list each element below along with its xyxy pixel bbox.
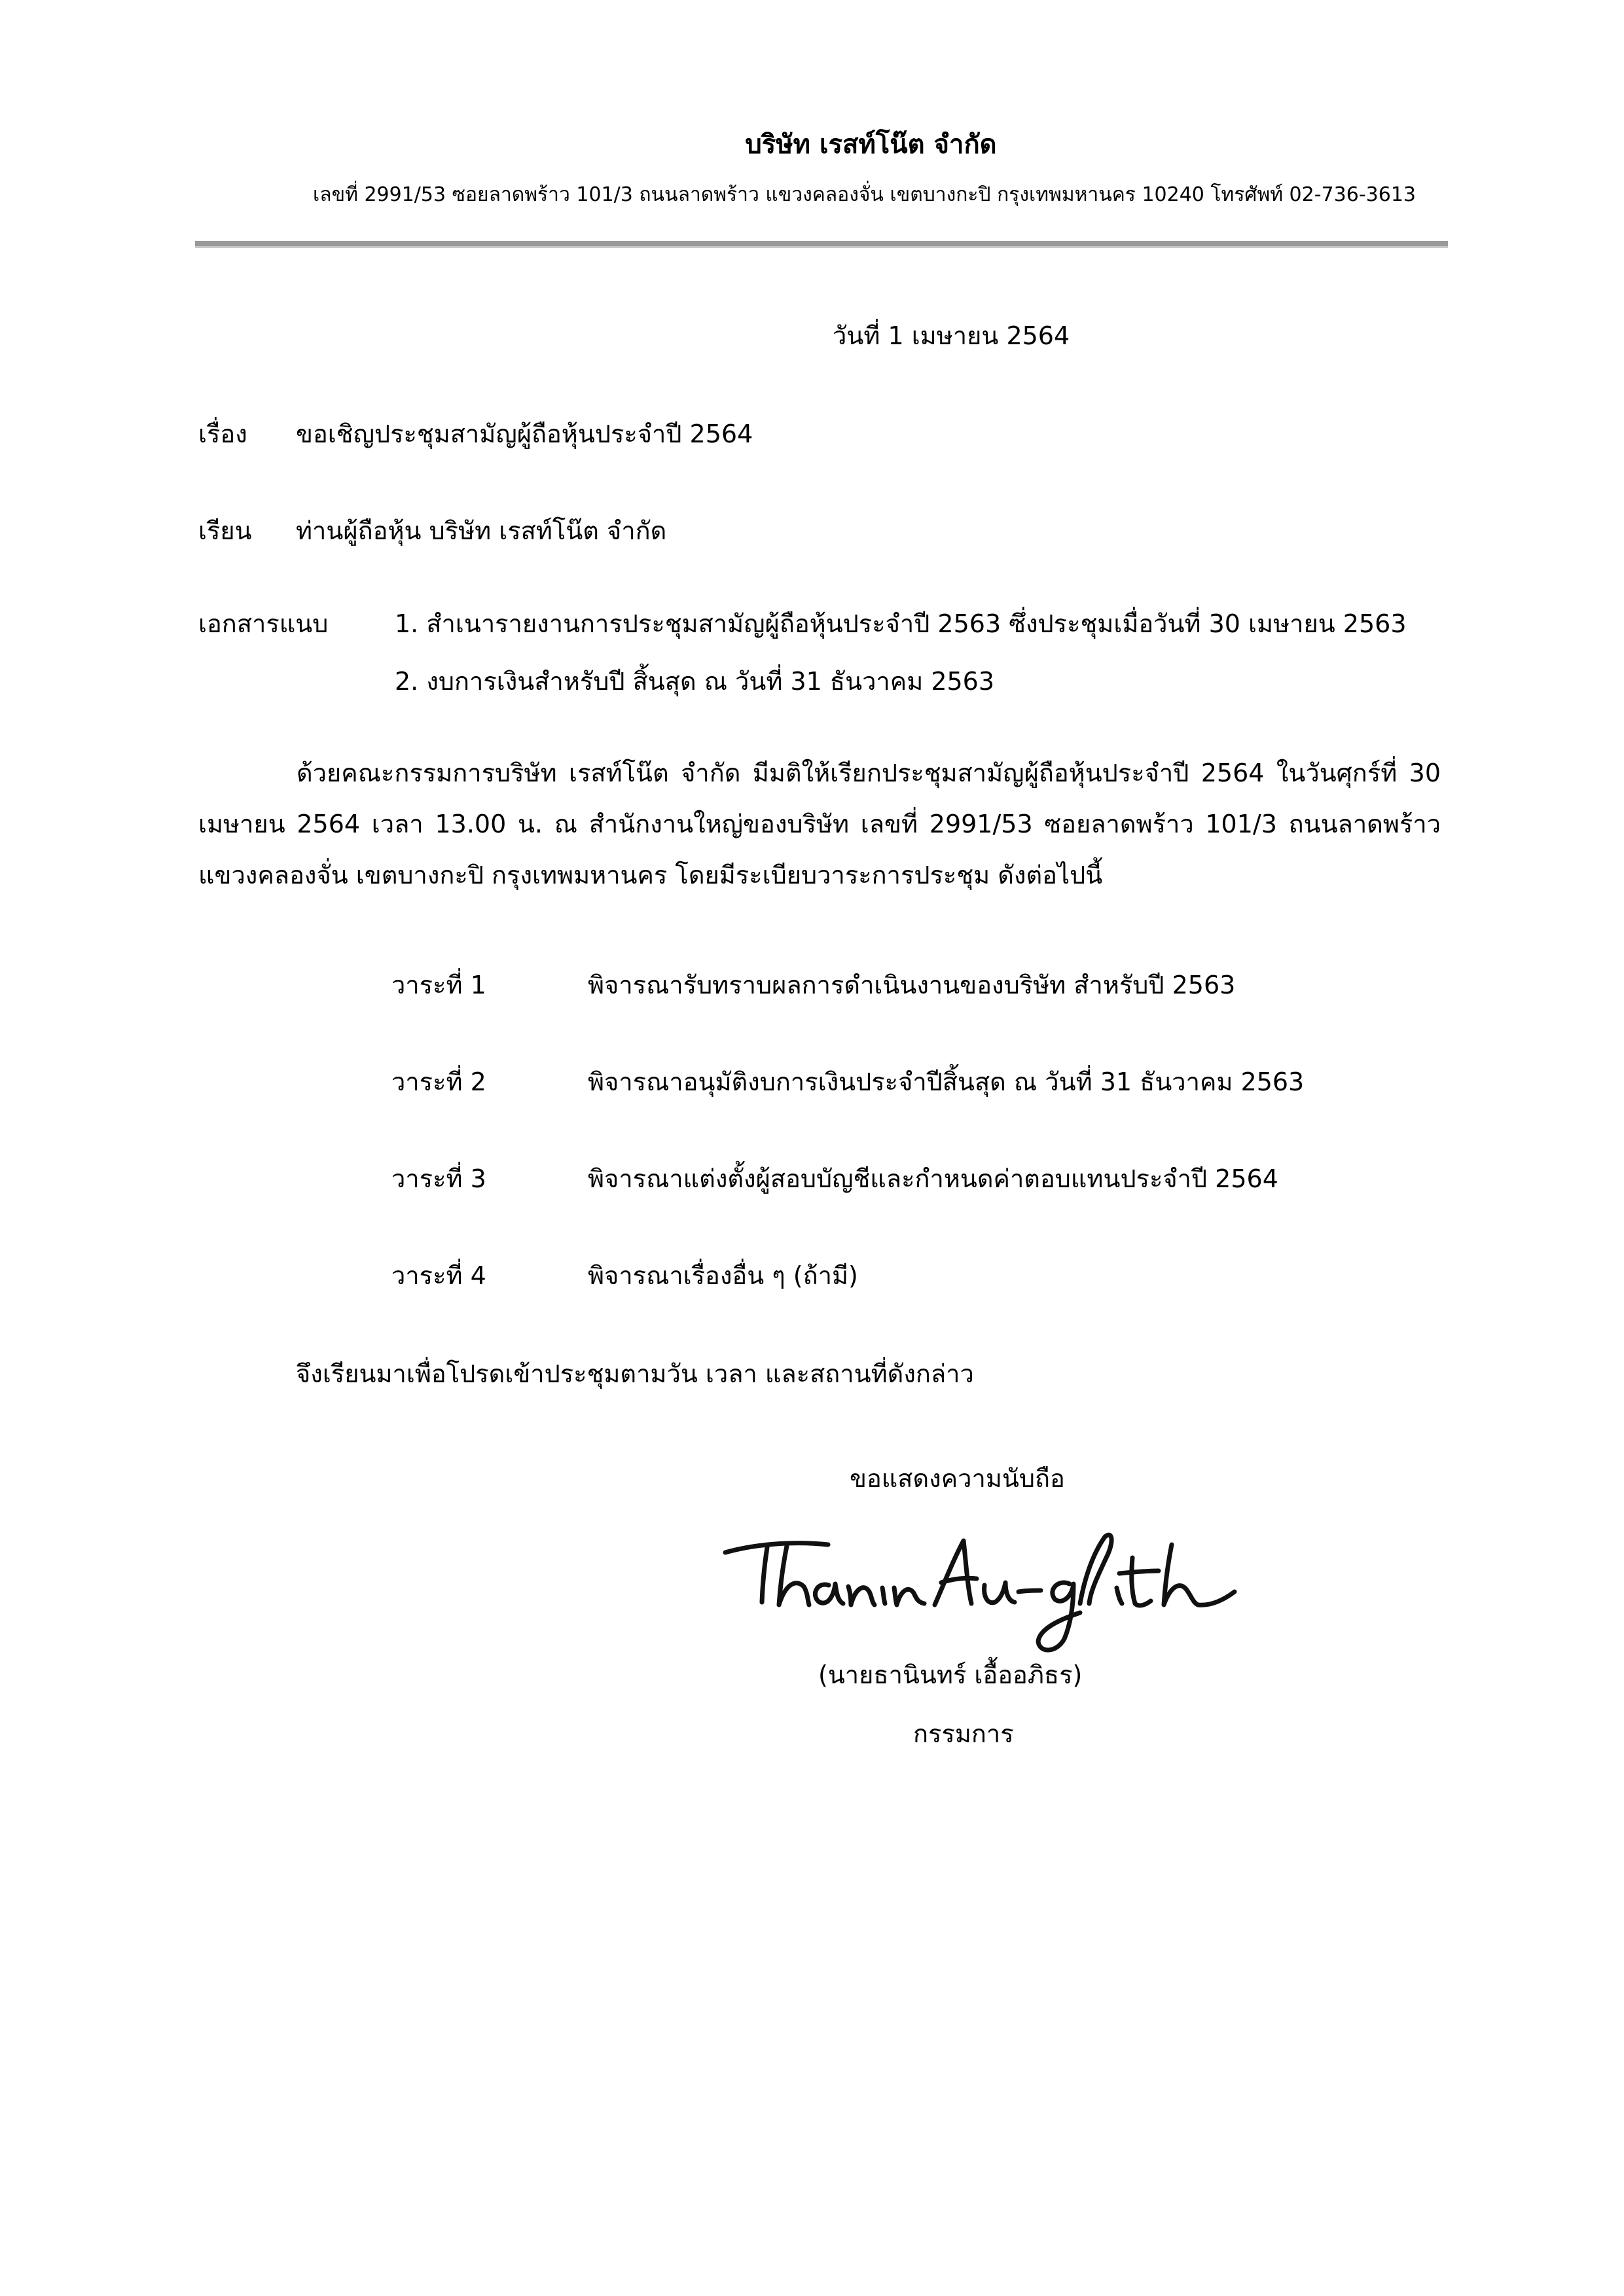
attachments-label: เอกสารแนบ — [198, 609, 329, 638]
agenda-label-1: วาระที่ 1 — [391, 971, 486, 999]
agenda-text-3: พิจารณาแต่งตั้งผู้สอบบัญชีและกำหนดค่าตอบแทนประจำปี 2564 — [588, 1164, 1278, 1193]
agenda-label-3: วาระที่ 3 — [391, 1164, 486, 1193]
recipient-text: ท่านผู้ถือหุ้น บริษัท เรสท์โน๊ต จำกัด — [296, 516, 667, 545]
agenda-label-2: วาระที่ 2 — [391, 1067, 486, 1096]
attachment-item-1: 1. สำเนารายงานการประชุมสามัญผู้ถือหุ้นประจำปี 2563 ซึ่งประชุมเมื่อวันที่ 30 เมษายน 2563 — [395, 609, 1407, 638]
subject-label: เรื่อง — [198, 420, 247, 448]
header-divider — [195, 241, 1448, 248]
recipient-label: เรียน — [198, 516, 252, 545]
subject-text: ขอเชิญประชุมสามัญผู้ถือหุ้นประจำปี 2564 — [296, 420, 753, 448]
signer-name: (นายธานินทร์ เอื้ออภิธร) — [818, 1660, 1083, 1689]
agenda-text-4: พิจารณาเรื่องอื่น ๆ (ถ้ามี) — [588, 1261, 858, 1290]
signature — [713, 1518, 1237, 1662]
signer-title: กรรมการ — [913, 1719, 1014, 1748]
agenda-text-2: พิจารณาอนุมัติงบการเงินประจำปีสิ้นสุด ณ วันที่ 31 ธันวาคม 2563 — [588, 1067, 1305, 1096]
closing-text: จึงเรียนมาเพื่อโปรดเข้าประชุมตามวัน เวลา และสถานที่ดังกล่าว — [296, 1359, 974, 1388]
company-name: บริษัท เรสท์โน๊ต จำกัด — [745, 130, 997, 160]
company-address: เลขที่ 2991/53 ซอยลาดพร้าว 101/3 ถนนลาดพร้าว แขวงคลองจั่น เขตบางกะปิ กรุงเทพมหานคร 10240 โทรศัพท์ 02-736-3613 — [312, 183, 1416, 206]
letter-body: ด้วยคณะกรรมการบริษัท เรสท์โน๊ต จำกัด มีมติให้เรียกประชุมสามัญผู้ถือหุ้นประจำปี 2564 ในวันศุกร์ที่ 30 เมษายน 2564 เวลา 13.00 น. ณ สำนักงานใหญ่ของบริษัท เลขที่ 2991/53 ซอยลาดพร้าว 101/3 ถนนลาดพร้าว แขวงคลองจั่น เขตบางกะปิ กรุงเทพมหานคร โดยมีระเบียบวาระการประชุม ดังต่อไปนี้ — [198, 759, 1441, 889]
letter-date: วันที่ 1 เมษายน 2564 — [833, 321, 1070, 350]
regards-text: ขอแสดงความนับถือ — [850, 1464, 1065, 1493]
attachment-item-2: 2. งบการเงินสำหรับปี สิ้นสุด ณ วันที่ 31 ธันวาคม 2563 — [395, 667, 995, 696]
agenda-label-4: วาระที่ 4 — [391, 1261, 486, 1290]
agenda-text-1: พิจารณารับทราบผลการดำเนินงานของบริษัท สำหรับปี 2563 — [588, 971, 1236, 999]
